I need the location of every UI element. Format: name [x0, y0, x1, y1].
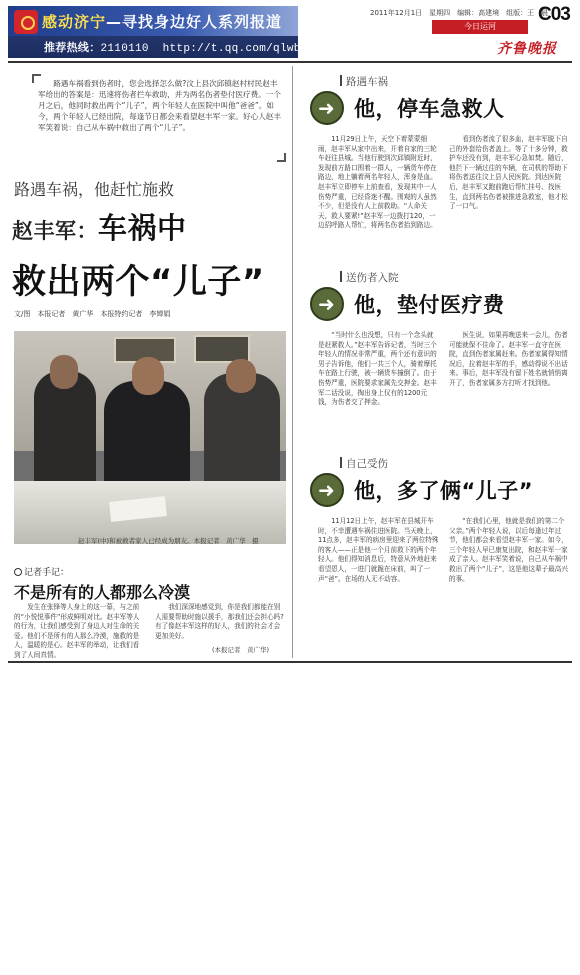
news-photo [14, 331, 286, 544]
note-tag [14, 565, 69, 578]
note-bullet-icon [14, 568, 22, 576]
section-2-body [318, 331, 570, 439]
hotline-number: 2110110 [100, 43, 149, 55]
photo-person-left-head [50, 355, 78, 389]
headline-part-1: 车祸中 [98, 211, 187, 245]
section-1-column-2: 看到伤者流了很多血，赵丰军脱下自己的外套给伤者盖上。等了十多分钟，救护车还没有到，赵丰军心急如焚。随后，他拦下一辆过往的车辆，在司机的帮助下将伤者送往汶上县人民医院。到达医院后，赵丰军又跑前跑后帮忙挂号、找医生，直到两名伤者被推进急救室，他才松了一口气。 [449, 135, 568, 211]
series-title [42, 11, 282, 32]
right-arrow-circle-icon [310, 91, 344, 125]
section-1 [302, 74, 570, 271]
section-2-title: 他，垫付医疗费 [354, 293, 505, 317]
note-title: 不是所有的人都那么冷漠 [14, 583, 191, 602]
right-arrow-circle-icon [310, 287, 344, 321]
ribbon-logo-icon [14, 10, 38, 34]
note-signature: (本报记者 黄广华) [212, 646, 270, 654]
section-2-kicker: 送伤者入院 [340, 270, 570, 285]
note-column-1: 发生在张锋等人身上的这一幕，与之前的“小悦悦事件”形成鲜明对比。赵丰军等人的行为，让我们感受到了身边人对生命的关爱。他们不是所有的人那么冷漠，施救的是人，温暖的是心。赵丰军的举动，让我们看到了人间真情。 [14, 603, 140, 659]
weibo-link[interactable]: http://t.qq.com/qlwbjryh [162, 43, 329, 55]
paper-logo: 齐鲁晚报 [497, 41, 557, 57]
note-column-2: 我们深深地感觉到，你是我们都能在别人需要帮助时施以援手，那我们还会担心吗?有了像赵丰军这样的好人，我们的社会才会更加美好。 [155, 603, 284, 640]
byline: 文/图 本报记者 黄广华 本报特约记者 李婵娟 [14, 310, 171, 318]
headline-line-1 [12, 206, 187, 247]
hotline-label: 推荐热线： [44, 41, 101, 54]
section-2-header [302, 287, 570, 323]
article-kicker: 路遇车祸，他赶忙施救 [14, 180, 175, 199]
quote-open-icon [32, 74, 41, 83]
page-number: C03 [538, 4, 570, 25]
series-name: 感动济宁 [42, 13, 107, 31]
quote-close-icon [277, 153, 286, 162]
section-3-body [318, 517, 570, 657]
bottom-rule [8, 661, 572, 663]
top-rule [8, 61, 572, 63]
right-arrow-circle-icon [310, 473, 344, 507]
section-3-column-1: 11月12日上午，赵丰军在县城开车时，不幸遭遇车祸住进医院。当天晚上，11点多，赵丰军的病房里迎来了两位特殊的客人——正是他一个月前救下的两个年轻人。他们得知消息后，特意从外地赶来看望恩人，一进门就跪在床前，叫了一声“爸”。在场的人无不动容。 [318, 517, 439, 583]
photo-person-right-head [226, 359, 256, 393]
section-3-title: 他，多了俩“儿子” [354, 479, 534, 503]
section-3-kicker: 自己受伤 [340, 456, 570, 471]
intro-quote [38, 78, 282, 160]
section-3 [302, 456, 570, 657]
section-1-title: 他，停车急救人 [354, 97, 505, 121]
note-tag-label: 记者手记： [24, 568, 70, 578]
section-1-column-1: 11月29日上午，天空下着蒙蒙细雨，赵丰军从家中出来，开着自家的三轮车赶往县城。当他行驶到次邱镇附近时，发现前方路口围着一群人，一辆货车停在路边，地上躺着两名年轻人，浑身是血。赵丰军立即停车上前查看，发现其中一人伤势严重，已经昏迷不醒。围观的人虽然不少，但是没有人上前救助。“人命关天，救人要紧!”赵丰军一边拨打120，一边招呼路人帮忙，将两名伤者抬到路边。 [318, 135, 437, 230]
section-1-body [318, 135, 570, 271]
series-subtitle: —寻找身边好人系列报道 [106, 13, 283, 31]
section-3-header [302, 473, 570, 509]
photo-person-center-head [132, 357, 164, 395]
headline-line-2: 救出两个“儿子” [12, 262, 265, 302]
section-2 [302, 270, 570, 439]
column-divider [292, 66, 293, 658]
section-1-kicker: 路遇车祸 [340, 74, 570, 89]
section-1-header [302, 91, 570, 127]
hotline [44, 39, 328, 55]
intro-quote-text: 路遇车祸看到伤者时，您会选择怎么做?汶上县次邱镇赵村村民赵丰军给出的答案是：迅速将伤者拦车救助，并为两名伤者垫付医疗费。一个月之后，他同时救出两个“儿子”，两个年轻人在医院中叫他“爸爸”。如今，两个年轻人已经出院，每逢节日都会来看望赵丰军一家。好心人赵丰军笑着说：自己从车祸中救出了两个“儿子”。 [38, 79, 281, 132]
section-3-column-2: “在我们心里，他就是我们的第二个父亲。”两个年轻人说，以后每逢过年过节，他们都会来看望赵丰军一家。如今，三个年轻人早已康复出院，和赵丰军一家成了亲人。赵丰军笑着说，自己从车祸中救出了两个“儿子”，这是他这辈子最高兴的事。 [449, 517, 568, 583]
section-tab: 今日运河 [432, 20, 528, 34]
photo-caption: 赵丰军(中)和被救者家人已经成为朋友。本报记者 黄广华 摄 [78, 537, 259, 545]
section-2-column-1: “当时什么也没想，只有一个念头就是赶紧救人。”赵丰军告诉记者，当时三个年轻人的情况非常严重，两个还有意识的男子告诉他，他们一共三个人，骑着摩托车在路上行驶，被一辆货车撞倒了。由于伤势严重，医院要求家属先交押金。赵丰军二话没说，掏出身上仅有的1200元钱，为伤者交了押金。 [318, 331, 437, 407]
section-2-column-2: 医生说，如果再晚送来一会儿，伤者可能就保不住命了。赵丰军一直守在医院，直到伤者家属赶来。伤者家属得知情况后，拉着赵丰军的手，感动得说不出话来。事后，赵丰军没有留下姓名就悄悄离开了，伤者家属多方打听才找到他。 [449, 331, 568, 387]
headline-name: 赵丰军： [12, 219, 98, 243]
issue-date: 2011年12月1日 星期四 编辑：高建境 组版：王 晨 [370, 9, 549, 17]
